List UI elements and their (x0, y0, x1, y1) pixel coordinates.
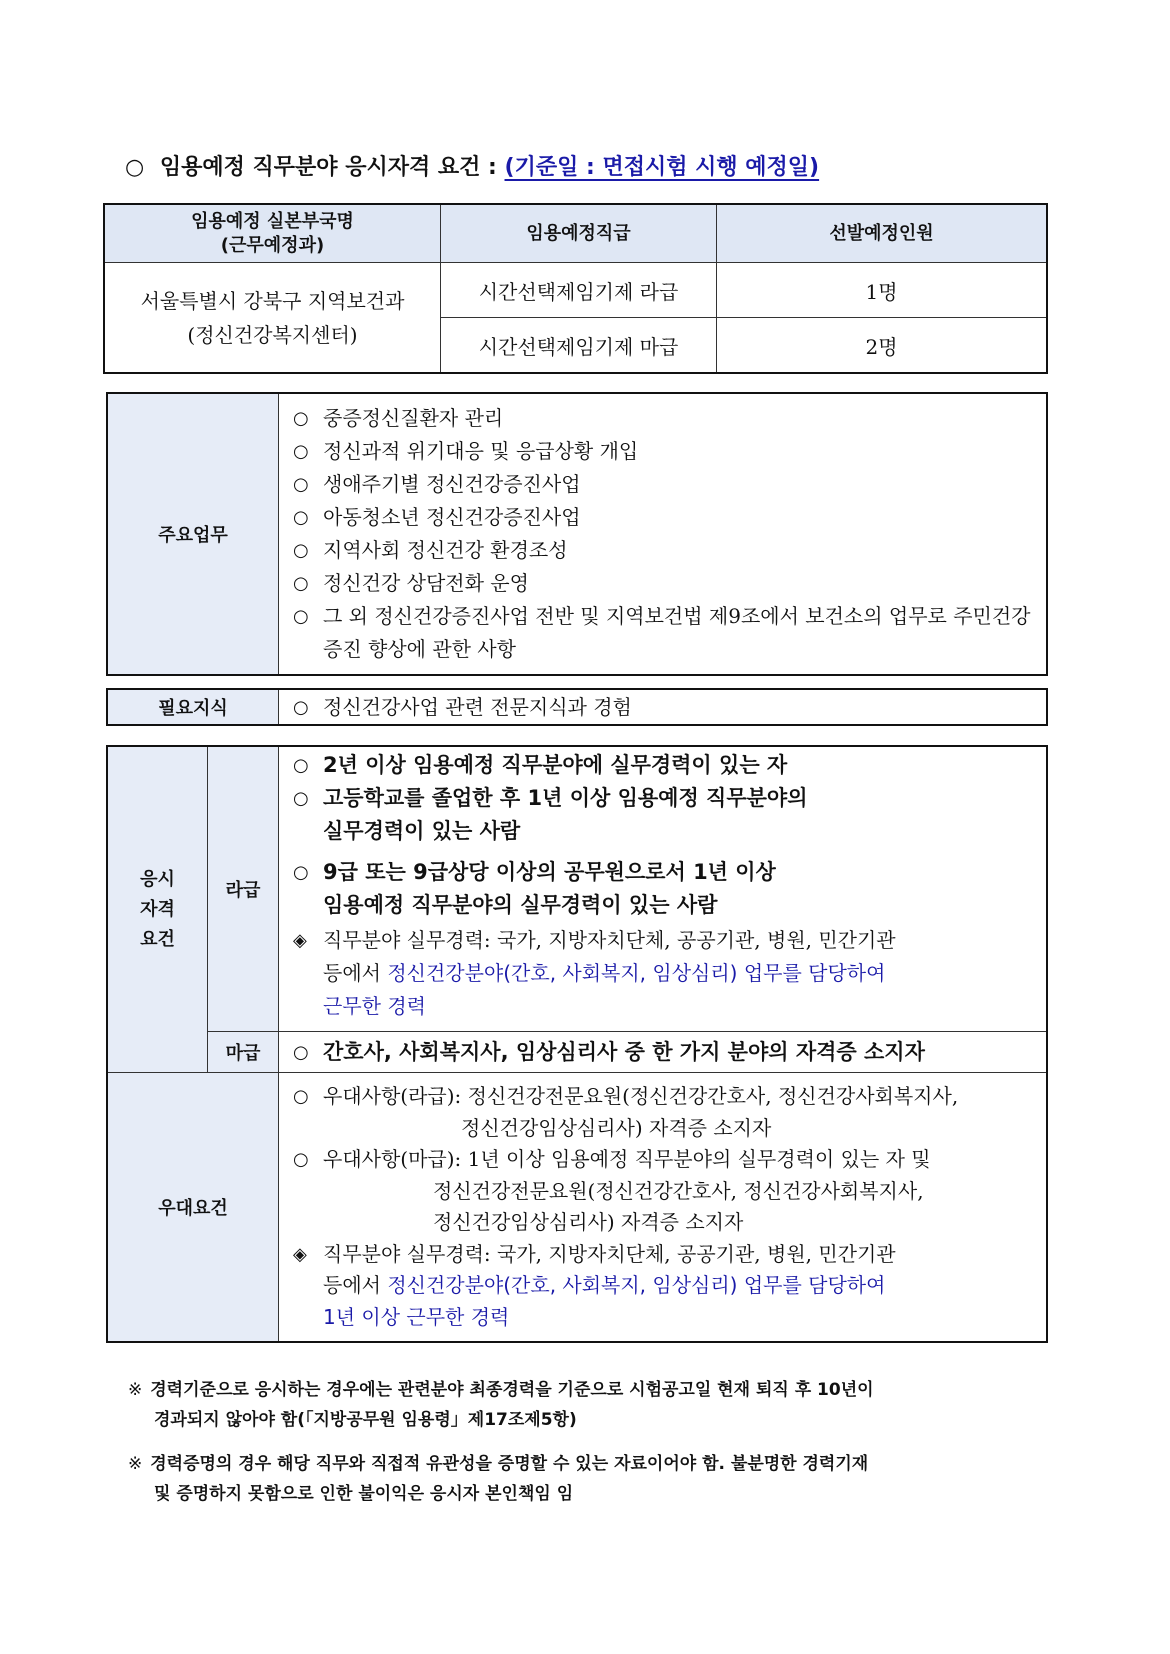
reference-mark-icon: ※ (128, 1380, 143, 1400)
experience-note: 직무분야 실무경력: 국가, 지방자치단체, 공공기관, 병원, 민간기관 (323, 1241, 896, 1266)
footnote-line: 경력기준으로 응시하는 경우에는 관련분야 최종경력을 기준으로 시험공고일 현재 퇴직 후 10년이 (150, 1380, 874, 1400)
footnote (128, 1375, 1078, 1435)
list-item (293, 534, 1034, 567)
qualifications-label-line: 응시 (140, 868, 175, 890)
preference-continuation: 정신건강임상심리사) 자격증 소지자 (433, 1210, 744, 1234)
preference-continuation: 정신건강전문요원(정신건강간호사, 정신건강사회복지사, (433, 1178, 924, 1203)
list-item (293, 749, 1034, 782)
list-item (293, 856, 1034, 889)
header-count: 선발예정인원 (717, 204, 1048, 263)
footnote-line: 경과되지 않아야 함(「지방공무원 임용령」제17조제5항) (154, 1410, 577, 1430)
circle-bullet-icon: ○ (293, 1041, 309, 1063)
list-item (293, 782, 1034, 815)
diamond-bullet-icon: ◈ (293, 1243, 307, 1265)
duties-label: 주요업무 (107, 393, 279, 675)
experience-note-highlight: 근무한 경력 (323, 994, 426, 1018)
header-grade: 임용예정직급 (441, 204, 717, 263)
duty-text: 생애주기별 정신건강증진사업 (323, 472, 581, 496)
circle-bullet-icon: ○ (293, 1149, 309, 1170)
circle-bullet-icon: ○ (293, 573, 309, 594)
header-department-line2: (근무예정과) (220, 234, 325, 256)
circle-bullet-icon: ○ (293, 696, 309, 718)
grade-ra-label: 라급 (208, 746, 279, 1032)
preferences-label: 우대요건 (107, 1073, 279, 1343)
qualifications-label-line: 요건 (140, 928, 175, 950)
requirement-continuation: 임용예정 직무분야의 실무경력이 있는 사람 (323, 893, 718, 917)
table-row (104, 263, 1047, 318)
experience-note-mid: 등에서 (323, 961, 381, 985)
preferences-list (279, 1073, 1048, 1343)
circle-bullet-icon: ○ (293, 540, 309, 561)
experience-note: 직무분야 실무경력: 국가, 지방자치단체, 공공기관, 병원, 민간기관 (323, 928, 896, 952)
department-name: 서울특별시 강북구 지역보건과 (140, 288, 405, 313)
circle-bullet-icon: ○ (293, 788, 309, 809)
circle-bullet-icon: ○ (293, 606, 309, 627)
circle-bullet-icon: ○ (293, 507, 309, 528)
header-department (104, 204, 441, 263)
grade-cell: 시간선택제임기제 라급 (441, 263, 717, 318)
list-item (293, 1239, 1034, 1271)
circle-bullet-icon: ○ (293, 441, 309, 462)
experience-note-highlight: 정신건강분야(간호, 사회복지, 임상심리) 업무를 담당하여 (387, 961, 886, 985)
footnote (128, 1449, 1078, 1509)
knowledge-list (279, 689, 1048, 725)
requirement-text: 2년 이상 임용예정 직무분야에 실무경력이 있는 자 (323, 753, 788, 777)
circle-bullet-icon: ○ (293, 408, 309, 429)
duties-list (279, 393, 1048, 675)
experience-note-line (293, 1270, 1034, 1302)
experience-note-highlight: 정신건강분야(간호, 사회복지, 임상심리) 업무를 담당하여 (387, 1273, 886, 1297)
positions-table (103, 203, 1048, 374)
footnote-line: 및 증명하지 못함으로 인한 불이익은 응시자 본인책임 임 (154, 1484, 574, 1504)
list-item (293, 435, 1034, 468)
knowledge-table (106, 688, 1048, 726)
preference-text: 우대사항(라급): 정신건강전문요원(정신건강간호사, 정신건강사회복지사, (323, 1084, 959, 1108)
list-item (293, 567, 1034, 600)
requirement-continuation: 실무경력이 있는 사람 (323, 819, 521, 843)
diamond-bullet-icon: ◈ (293, 930, 307, 951)
qualifications-label (107, 746, 208, 1073)
preference-continuation: 정신건강임상심리사) 자격증 소지자 (461, 1115, 772, 1140)
department-cell (104, 263, 441, 374)
grade-cell: 시간선택제임기제 마급 (441, 318, 717, 374)
list-item (293, 691, 1034, 724)
qualifications-label-line: 자격 (140, 898, 175, 920)
department-sub: (정신건강복지센터) (187, 322, 358, 347)
list-item (293, 402, 1034, 435)
requirement-text: 9급 또는 9급상당 이상의 공무원으로서 1년 이상 (323, 860, 776, 884)
circle-bullet-icon: ○ (125, 155, 145, 180)
knowledge-text: 정신건강사업 관련 전문지식과 경험 (323, 694, 632, 719)
duty-text: 그 외 정신건강증진사업 전반 및 지역보건법 제9조에서 보건소의 업무로 주민건강증진 향상에 관한 사항 (323, 604, 1031, 661)
requirement-text: 간호사, 사회복지사, 임상심리사 중 한 가지 분야의 자격증 소지자 (323, 1039, 925, 1064)
list-item (293, 600, 1034, 666)
list-item (293, 1036, 1034, 1069)
list-item (293, 924, 1034, 957)
grade-ra-requirements (279, 746, 1048, 1032)
section-title (125, 150, 819, 181)
footnote-line: 경력증명의 경우 해당 직무와 직접적 유관성을 증명할 수 있는 자료이어야 함. 불분명한 경력기재 (150, 1454, 869, 1474)
count-cell: 2명 (717, 318, 1048, 374)
header-department-line1: 임용예정 실본부국명 (191, 210, 354, 232)
list-item (293, 1144, 1034, 1176)
list-item (293, 501, 1034, 534)
grade-ma-requirements (279, 1032, 1048, 1073)
knowledge-label: 필요지식 (107, 689, 279, 725)
duty-text: 아동청소년 정신건강증진사업 (323, 505, 581, 529)
qualifications-table (106, 745, 1048, 1343)
circle-bullet-icon: ○ (293, 755, 309, 776)
preference-text: 우대사항(마급): 1년 이상 임용예정 직무분야의 실무경력이 있는 자 및 (323, 1147, 931, 1171)
requirement-text: 고등학교를 졸업한 후 1년 이상 임용예정 직무분야의 (323, 786, 808, 810)
circle-bullet-icon: ○ (293, 862, 309, 883)
duties-table (106, 392, 1048, 676)
circle-bullet-icon: ○ (293, 474, 309, 495)
list-item (293, 1081, 1034, 1113)
grade-ma-label: 마급 (208, 1032, 279, 1073)
reference-mark-icon: ※ (128, 1454, 143, 1474)
experience-note-line (293, 957, 1034, 990)
duty-text: 중증정신질환자 관리 (323, 406, 504, 430)
experience-note-highlight: 1년 이상 근무한 경력 (323, 1304, 510, 1329)
duty-text: 정신과적 위기대응 및 응급상황 개입 (323, 439, 639, 463)
duty-text: 지역사회 정신건강 환경조성 (323, 538, 568, 562)
duty-text: 정신건강 상담전화 운영 (323, 571, 529, 595)
list-item (293, 468, 1034, 501)
section-title-text: 임용예정 직무분야 응시자격 요건 : (159, 155, 497, 180)
count-cell: 1명 (717, 263, 1048, 318)
reference-date-note: (기준일 : 면접시험 시행 예정일) (504, 155, 820, 180)
circle-bullet-icon: ○ (293, 1086, 309, 1107)
experience-note-mid: 등에서 (323, 1273, 381, 1297)
